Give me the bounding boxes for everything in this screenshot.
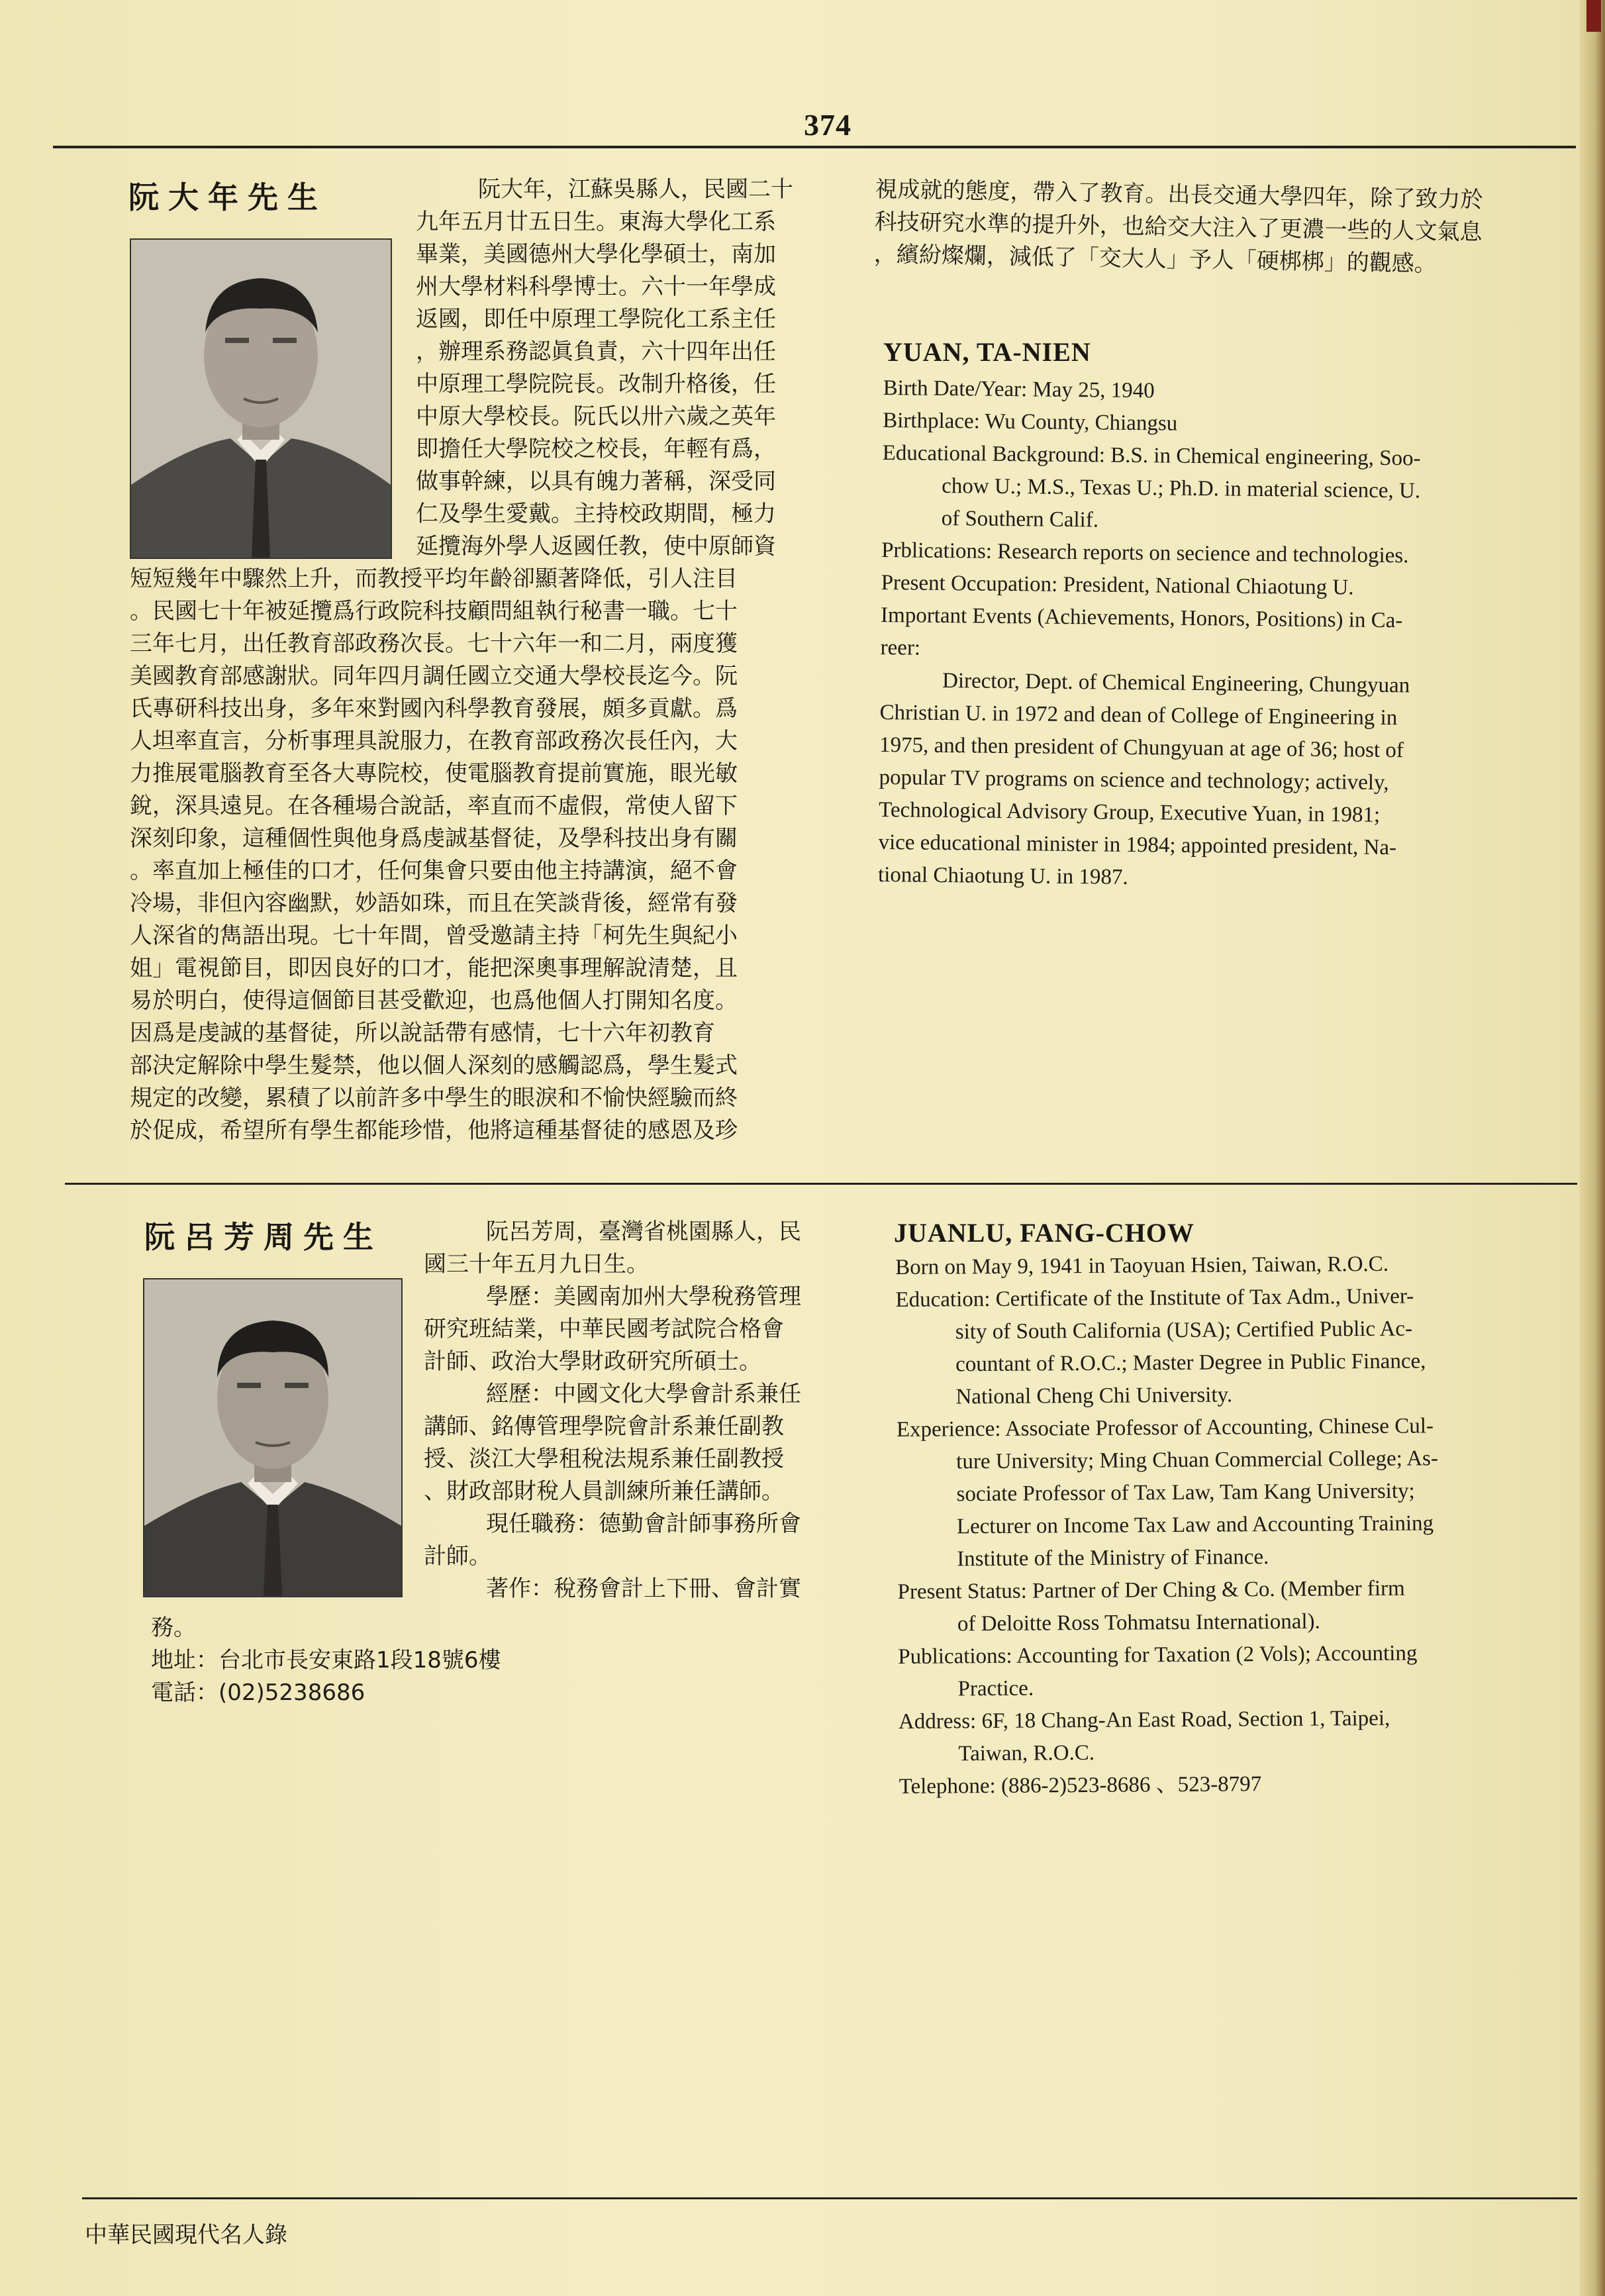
en-line: Experience: Associate Professor of Accounting, Chinese Cul- xyxy=(896,1414,1434,1442)
en-line: of Deloitte Ross Tohmatsu International). xyxy=(957,1609,1320,1636)
bio-line: 中原理工學院院長。改制升格後，任 xyxy=(416,371,776,397)
bio-line: 現任職務：德勤會計師事務所會 xyxy=(486,1511,801,1537)
bio-line: 中原大學校長。阮氏以卅六歲之英年 xyxy=(416,403,776,430)
bio-line: 氏專研科技出身，多年來對國內科學教育發展，頗多貢獻。爲 xyxy=(130,695,738,722)
entry2-bio-en xyxy=(895,1247,1568,1803)
bio-line: 規定的改變，累積了以前許多中學生的眼淚和不愉快經驗而終 xyxy=(130,1085,738,1111)
bookmark-ribbon xyxy=(1586,0,1601,32)
entry2-portrait-photo xyxy=(143,1278,403,1597)
en-line: Taiwan, R.O.C. xyxy=(958,1740,1095,1766)
en-line: sociate Professor of Tax Law, Tam Kang University; xyxy=(956,1479,1415,1507)
en-line: vice educational minister in 1984; appointed president, Na- xyxy=(878,830,1397,860)
en-line: of Southern Calif. xyxy=(941,506,1099,532)
entry2-bio-zh xyxy=(424,1216,834,1605)
en-line: sity of South California (USA); Certified Public Ac- xyxy=(955,1317,1413,1344)
en-line: Christian U. in 1972 and dean of College of Engineering in xyxy=(879,700,1398,730)
bio-line: 授、淡江大學租稅法規系兼任副教授 xyxy=(424,1446,784,1472)
bio-line: 力推展電腦教育至各大專院校，使電腦教育提前實施，眼光敏 xyxy=(130,760,738,787)
en-line: National Cheng Chi University. xyxy=(955,1383,1233,1409)
bio-line: 短短幾年中驟然上升，而教授平均年齡卻顯著降低，引人注目 xyxy=(130,566,738,592)
bio-line: 人深省的雋語出現。七十年間，曾受邀請主持「柯先生與紀小 xyxy=(130,923,738,949)
entry1-name-en: YUAN, TA-NIEN xyxy=(883,337,1091,367)
bio-line: 畢業，美國德州大學化學碩士，南加 xyxy=(416,241,776,268)
bio-line: 九年五月廿五日生。東海大學化工系 xyxy=(416,209,776,235)
en-line: Born on May 9, 1941 in Taoyuan Hsien, Taiwan, R.O.C. xyxy=(895,1252,1389,1279)
en-line: Present Occupation: President, National Chiaotung U. xyxy=(881,570,1354,600)
bio-line: 科技研究水準的提升外，也給交大注入了更濃一些的人文氣息 xyxy=(874,208,1483,246)
en-line: ture University; Ming Chuan Commercial College; As- xyxy=(956,1446,1439,1474)
phone-line: 電話：(02)5238686 xyxy=(151,1679,365,1706)
bio-line: 經歷：中國文化大學會計系兼任 xyxy=(486,1381,801,1407)
book-spine-shadow xyxy=(1580,0,1605,2296)
bio-line: 著作：稅務會計上下冊、會計實 xyxy=(486,1575,801,1602)
portrait-image xyxy=(144,1279,401,1596)
bio-line: 。民國七十年被延攬爲行政院科技顧問組執行秘書一職。七十 xyxy=(130,598,738,624)
bio-line: 深刻印象，這種個性與他身爲虔誠基督徒，及學科技出身有關 xyxy=(130,825,738,852)
en-line: Important Events (Achievements, Honors, Positions) in Ca- xyxy=(880,603,1403,633)
bio-line: 延攬海外學人返國任教，使中原師資 xyxy=(416,533,776,560)
bio-line: 部決定解除中學生髮禁，他以個人深刻的感觸認爲，學生髮式 xyxy=(130,1052,738,1079)
en-line: reer: xyxy=(880,635,921,660)
bio-line: 研究班結業，中華民國考試院合格會 xyxy=(424,1316,784,1342)
en-line: tional Chiaotung U. in 1987. xyxy=(877,862,1128,889)
entry1-bio-zh xyxy=(416,174,820,563)
en-line: Lecturer on Income Tax Law and Accounting Training xyxy=(956,1511,1434,1539)
en-line: Telephone: (886-2)523-8686 、523-8797 xyxy=(899,1772,1262,1799)
bio-line: 人坦率直言，分析事理具說服力，在教育部政務次長任內，大 xyxy=(130,728,738,754)
page-number: 374 xyxy=(804,108,851,142)
bio-line: 州大學材料科學博士。六十一年學成 xyxy=(416,274,776,300)
bio-line: 易於明白，使得這個節目甚受歡迎，也爲他個人打開知名度。 xyxy=(130,987,738,1014)
bio-line: 返國，即任中原理工學院化工系主任 xyxy=(416,306,776,332)
en-line: Prblications: Research reports on secience and technologies. xyxy=(881,538,1409,568)
bio-line: ，繽紛燦爛，減低了「交大人」予人「硬梆梆」的觀感。 xyxy=(873,240,1437,277)
bio-line: 三年七月，出任教育部政務次長。七十六年一和二月，兩度獲 xyxy=(130,630,738,657)
footer-rule xyxy=(82,2197,1577,2199)
bio-line: 因爲是虔誠的基督徒，所以說話帶有感情，七十六年初教育 xyxy=(130,1020,715,1046)
entry1-bio-zh-wide xyxy=(130,563,820,1147)
en-line: Director, Dept. of Chemical Engineering, Chungyuan xyxy=(942,668,1410,698)
en-line: Institute of the Ministry of Finance. xyxy=(957,1545,1269,1572)
en-line: Present Status: Partner of Der Ching & Co. (Member firm xyxy=(897,1576,1405,1604)
bio-line: 阮大年，江蘇吳縣人，民國二十 xyxy=(478,176,793,203)
header-rule xyxy=(53,146,1576,148)
entry1-bio-en xyxy=(878,372,1559,899)
en-line: Technological Advisory Group, Executive Yuan, in 1981; xyxy=(878,797,1381,827)
en-line: Birth Date/Year: May 25, 1940 xyxy=(883,375,1155,403)
bio-line: 。率直加上極佳的口才，任何集會只要由他主持講演，絕不會 xyxy=(130,858,738,884)
en-line: popular TV programs on science and technology; actively, xyxy=(879,765,1389,795)
bio-line: 務。 xyxy=(151,1615,196,1641)
en-line: chow U.; M.S., Texas U.; Ph.D. in material science, U. xyxy=(942,474,1421,503)
portrait-image xyxy=(131,240,391,558)
en-line: Publications: Accounting for Taxation (2 Vols); Accounting xyxy=(898,1641,1418,1669)
entry2-name-zh: 阮呂芳周先生 xyxy=(144,1219,383,1255)
bio-line: 講師、銘傳管理學院會計系兼任副教 xyxy=(424,1413,784,1440)
entry-divider-rule xyxy=(65,1183,1577,1185)
en-line: Practice. xyxy=(957,1676,1034,1701)
bio-line: 視成就的態度，帶入了教育。出長交通大學四年，除了致力於 xyxy=(875,175,1483,214)
bio-line: 銳，深具遠見。在各種場合說話，率直而不虛假，常使人留下 xyxy=(130,793,738,819)
entry1-name-zh: 阮大年先生 xyxy=(128,179,327,215)
bio-line: 姐」電視節目，即因良好的口才，能把深奧事理解說清楚，且 xyxy=(130,955,738,981)
entry1-portrait-photo xyxy=(130,238,392,559)
footer-book-title: 中華民國現代名人錄 xyxy=(85,2222,287,2248)
bio-line: 仁及學生愛戴。主持校政期間，極力 xyxy=(416,501,776,527)
bio-line: 計師、政治大學財政研究所碩士。 xyxy=(424,1348,761,1375)
bio-line: 冷場，非但內容幽默，妙語如珠，而且在笑談背後，經常有發 xyxy=(130,890,738,917)
en-line: countant of R.O.C.; Master Degree in Public Finance, xyxy=(955,1349,1426,1377)
entry2-bio-zh-wide xyxy=(151,1612,840,1709)
bio-line: 阮呂芳周，臺灣省桃園縣人，民 xyxy=(486,1219,801,1245)
en-line: 1975, and then president of Chungyuan at age of 36; host of xyxy=(879,732,1404,763)
bio-line: 於促成，希望所有學生都能珍惜，他將這種基督徒的感恩及珍 xyxy=(130,1117,738,1144)
bio-line: 做事幹練，以具有魄力著稱，深受同 xyxy=(416,468,776,495)
bio-line: 美國教育部感謝狀。同年四月調任國立交通大學校長迄今。阮 xyxy=(130,663,738,689)
en-line: Educational Background: B.S. in Chemical engineering, Soo- xyxy=(882,440,1421,471)
entry1-bio-zh-continued xyxy=(873,174,1563,283)
bio-line: 學歷：美國南加州大學稅務管理 xyxy=(486,1283,801,1310)
bio-line: 、財政部財稅人員訓練所兼任講師。 xyxy=(424,1478,784,1505)
en-line: Address: 6F, 18 Chang-An East Road, Section 1, Taipei, xyxy=(898,1706,1390,1734)
bio-line: ，辦理系務認眞負責，六十四年出任 xyxy=(416,338,776,365)
bio-line: 即擔任大學院校之校長，年輕有爲， xyxy=(416,436,776,462)
address-line: 地址：台北市長安東路1段18號6樓 xyxy=(151,1647,501,1673)
bio-line: 國三十年五月九日生。 xyxy=(424,1251,649,1277)
en-line: Birthplace: Wu County, Chiangsu xyxy=(883,408,1178,436)
en-line: Education: Certificate of the Institute of Tax Adm., Univer- xyxy=(895,1284,1414,1312)
entry2-name-en: JUANLU, FANG-CHOW xyxy=(894,1218,1195,1248)
bio-line: 計師。 xyxy=(424,1543,491,1570)
